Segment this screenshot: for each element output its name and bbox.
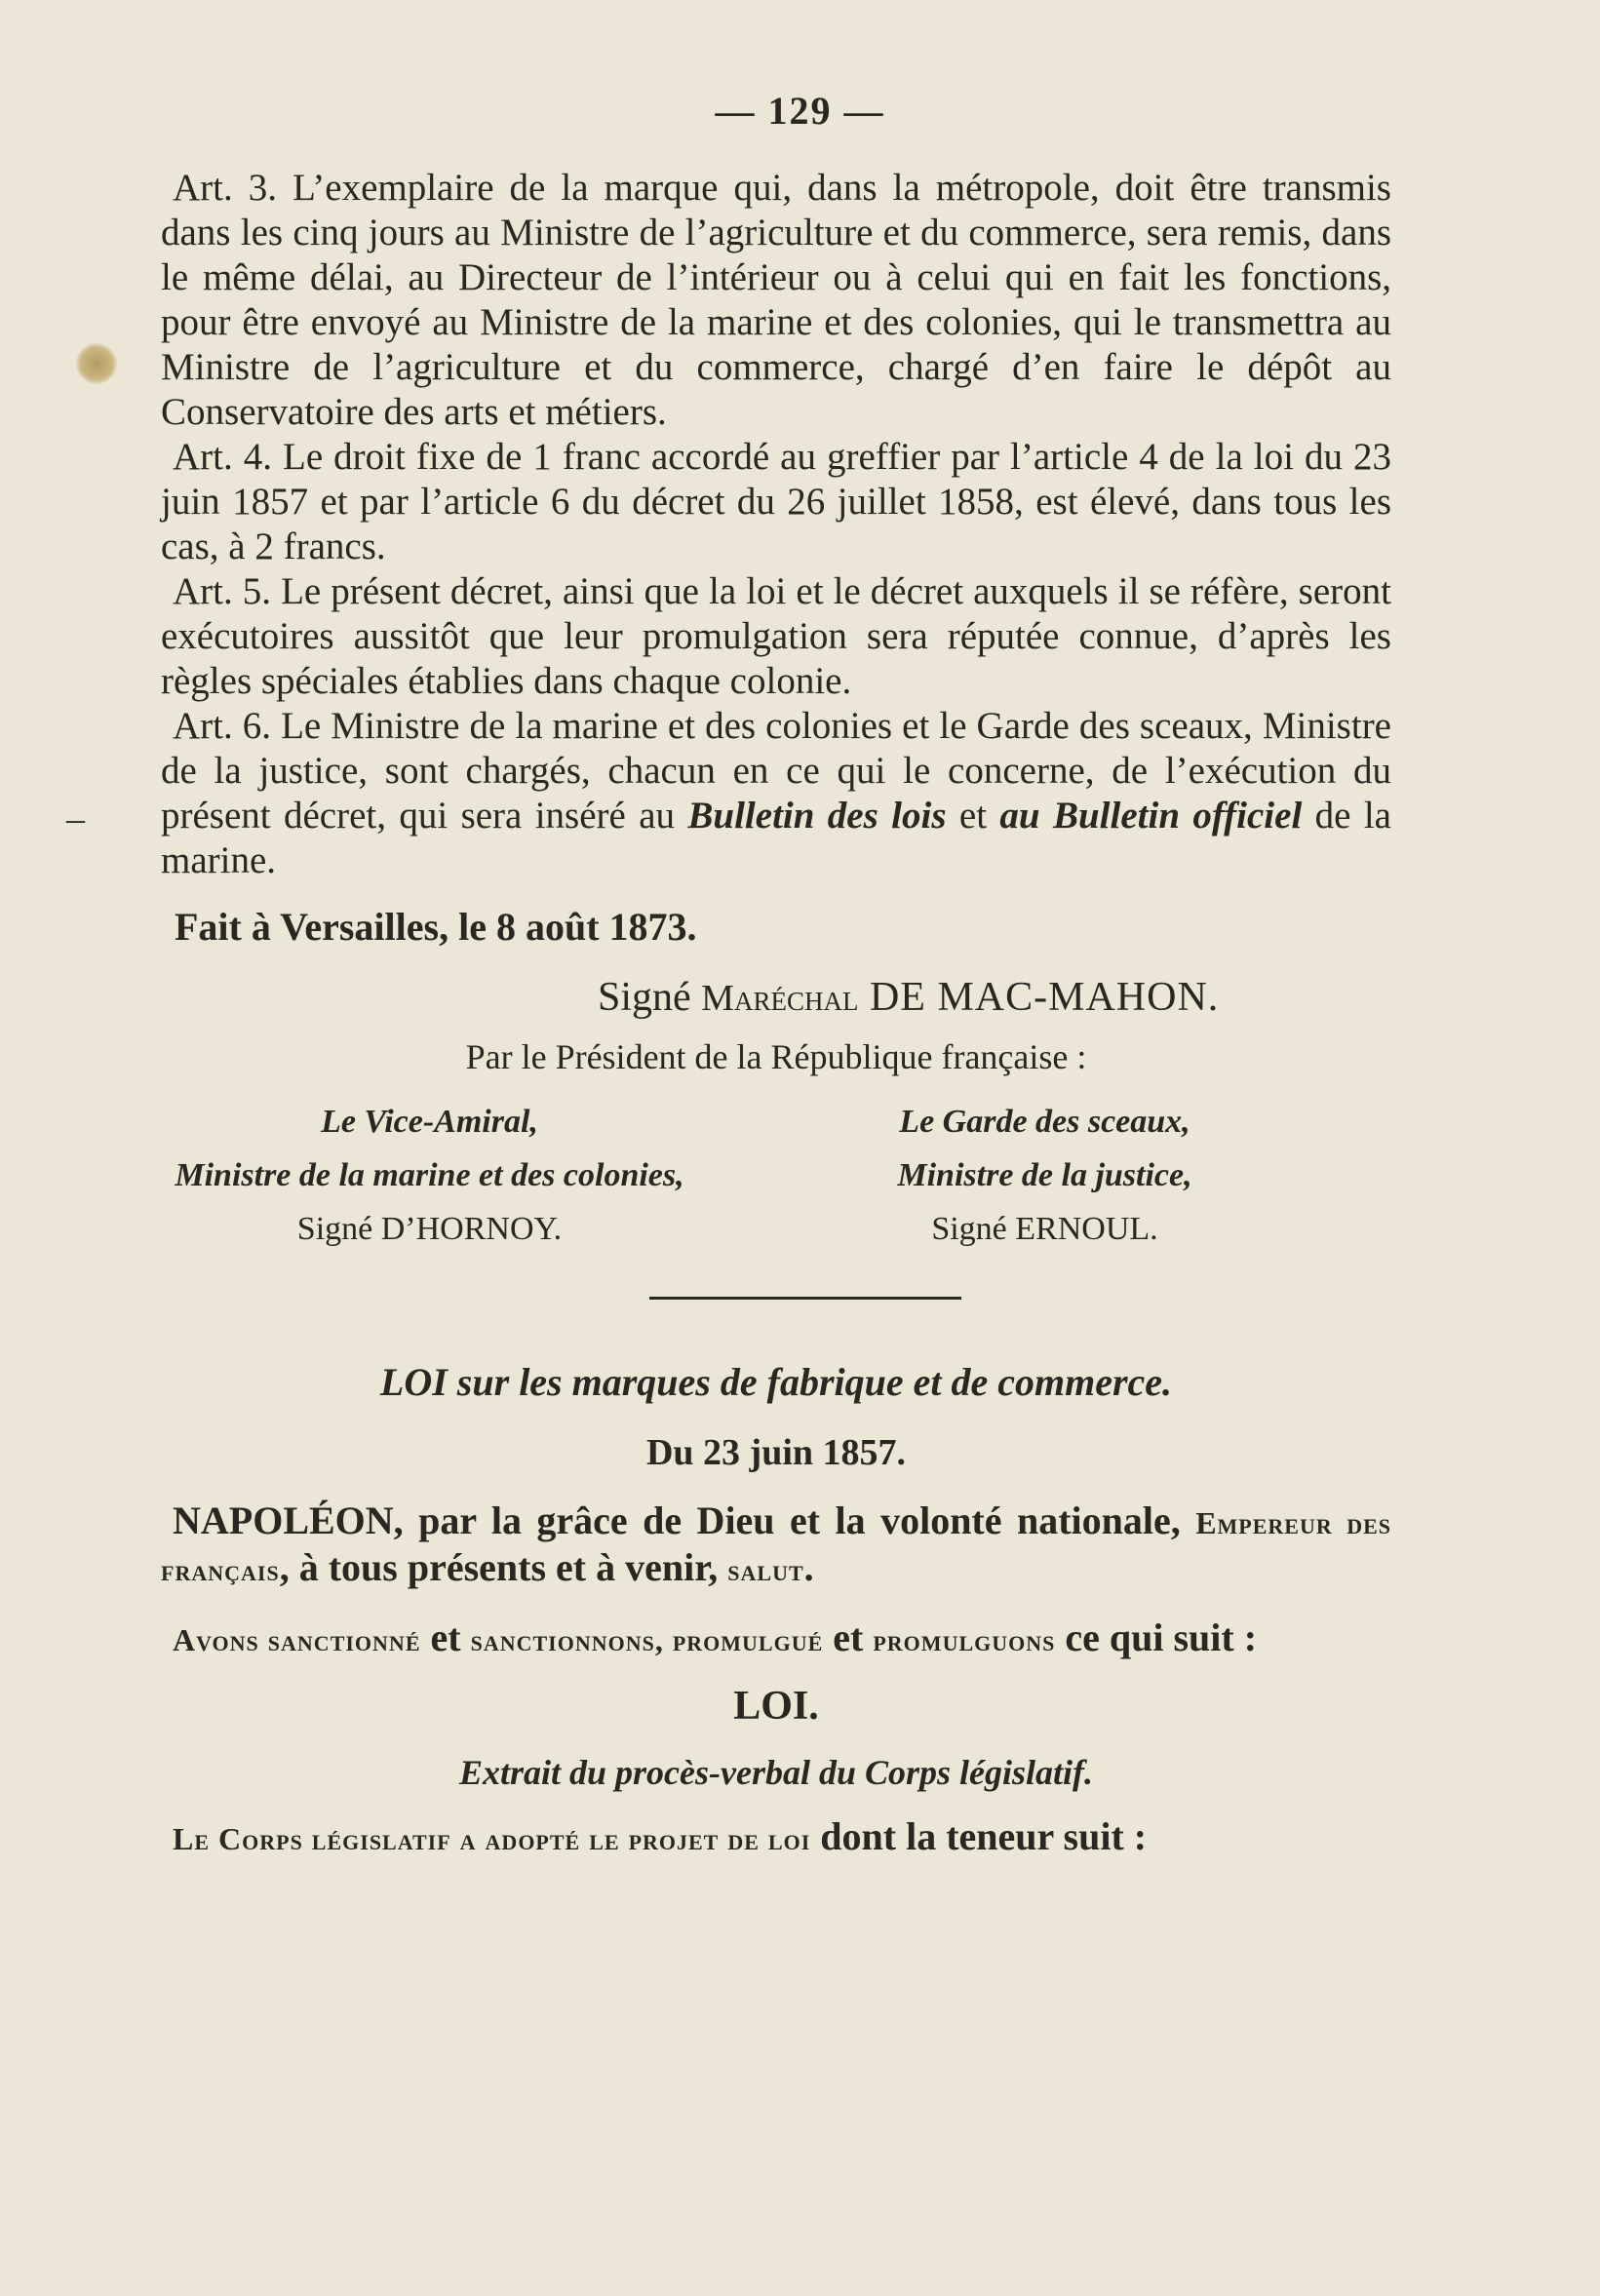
page-body — [161, 166, 1391, 1861]
signatory-left-signed: Signé D’HORNOY. — [296, 1211, 563, 1247]
signatory-right-ministry: Ministre de la justice, — [897, 1157, 1192, 1193]
napoleon-preamble — [161, 1498, 1391, 1592]
signatory-right-signed: Signé ERNOUL. — [931, 1211, 1158, 1247]
loi-date: Du 23 juin 1857. — [645, 1432, 907, 1473]
napoleon-lead: NAPOLÉON, par la grâce de Dieu et la volonté nationale, — [173, 1498, 1196, 1542]
avons-sc-3: promulguons — [873, 1622, 1056, 1657]
par-le-president: Par le Président de la République française : — [465, 1037, 1087, 1076]
article-6 — [161, 704, 1391, 883]
signatory-right — [737, 1095, 1352, 1256]
signatories — [161, 1095, 1391, 1256]
avons-sc-1: Avons sanctionné — [173, 1622, 421, 1657]
page-number: — 129 — — [715, 89, 885, 133]
president-signature — [598, 975, 1391, 1021]
extrait-proces-verbal: Extrait du procès-verbal du Corps législatif. — [458, 1753, 1094, 1792]
avons-t-2: et — [823, 1615, 874, 1659]
avons-sc-2: sanctionnons, promulgué — [470, 1622, 824, 1657]
article-5: Art. 5. Le présent décret, ainsi que la loi et le décret auxquels il se réfère, seront exécutoires aussitôt que leur promulgation sera réputée connue, d’après les règles spéciales établies dans chaque colonie. — [161, 570, 1391, 702]
loi-title: LOI sur les marques de fabrique et de commerce. — [379, 1360, 1173, 1404]
loi-heading: LOI. — [733, 1684, 819, 1729]
corps-rest: dont la teneur suit : — [810, 1814, 1148, 1858]
avons-sanctionne — [161, 1615, 1391, 1662]
article-6-italic-2: au Bulletin officiel — [999, 795, 1303, 837]
avons-t-3: ce qui suit : — [1055, 1615, 1258, 1659]
article-4: Art. 4. Le droit fixe de 1 franc accordé au greffier par l’article 4 de la loi du 23 juin 1857 et par l’article 6 du décret du 26 juillet 1858, est élevé, dans tous les cas, à 2 francs. — [161, 436, 1391, 567]
article-6-text-1: Art. 6. Le Ministre de la marine et des colonies et le Garde des sceaux, Ministre de la justice, sont chargés, chacun en ce qui le concerne, de l’exécution du présent décret, qui sera inséré au — [161, 705, 1391, 837]
article-6-text-3: de la marine. — [161, 795, 1391, 881]
signatory-left-ministry: Ministre de la marine et des colonies, — [175, 1157, 684, 1193]
signatory-left — [122, 1095, 737, 1256]
napoleon-mid: , à tous présents et à venir, — [279, 1545, 728, 1589]
napoleon-title: Empereur des français — [161, 1505, 1392, 1587]
signatory-left-role: Le Vice-Amiral, — [321, 1104, 538, 1140]
article-6-text-2: et — [946, 795, 1000, 837]
fait-a-versailles: Fait à Versailles, le 8 août 1873. — [175, 905, 697, 949]
signature-title: Maréchal — [701, 978, 859, 1019]
napoleon-salut: salut — [727, 1552, 804, 1587]
signatory-right-role: Le Garde des sceaux, — [899, 1104, 1190, 1140]
paper-stain — [76, 343, 117, 384]
corps-sc: Le Corps législatif a adopté le projet de loi — [173, 1821, 811, 1856]
avons-t-1: et — [420, 1615, 471, 1659]
margin-dash: – — [66, 798, 85, 839]
napoleon-end: . — [803, 1545, 814, 1589]
section-divider — [649, 1297, 961, 1300]
article-6-italic-1: Bulletin des lois — [687, 795, 947, 837]
corps-legislatif — [161, 1814, 1391, 1861]
signature-prefix: Signé — [598, 975, 702, 1020]
article-3: Art. 3. L’exemplaire de la marque qui, dans la métropole, doit être transmis dans les cinq jours au Ministre de l’agriculture et du commerce, sera remis, dans le même délai, au Directeur de l’intérieur ou à celui qui en fait les fonctions, pour être envoyé au Ministre de la marine et des colonies, qui le transmettra au Ministre de l’agriculture et du commerce, chargé d’en faire le dépôt au Conservatoire des arts et métiers. — [161, 167, 1391, 433]
signature-name: DE MAC-MAHON. — [858, 975, 1220, 1020]
